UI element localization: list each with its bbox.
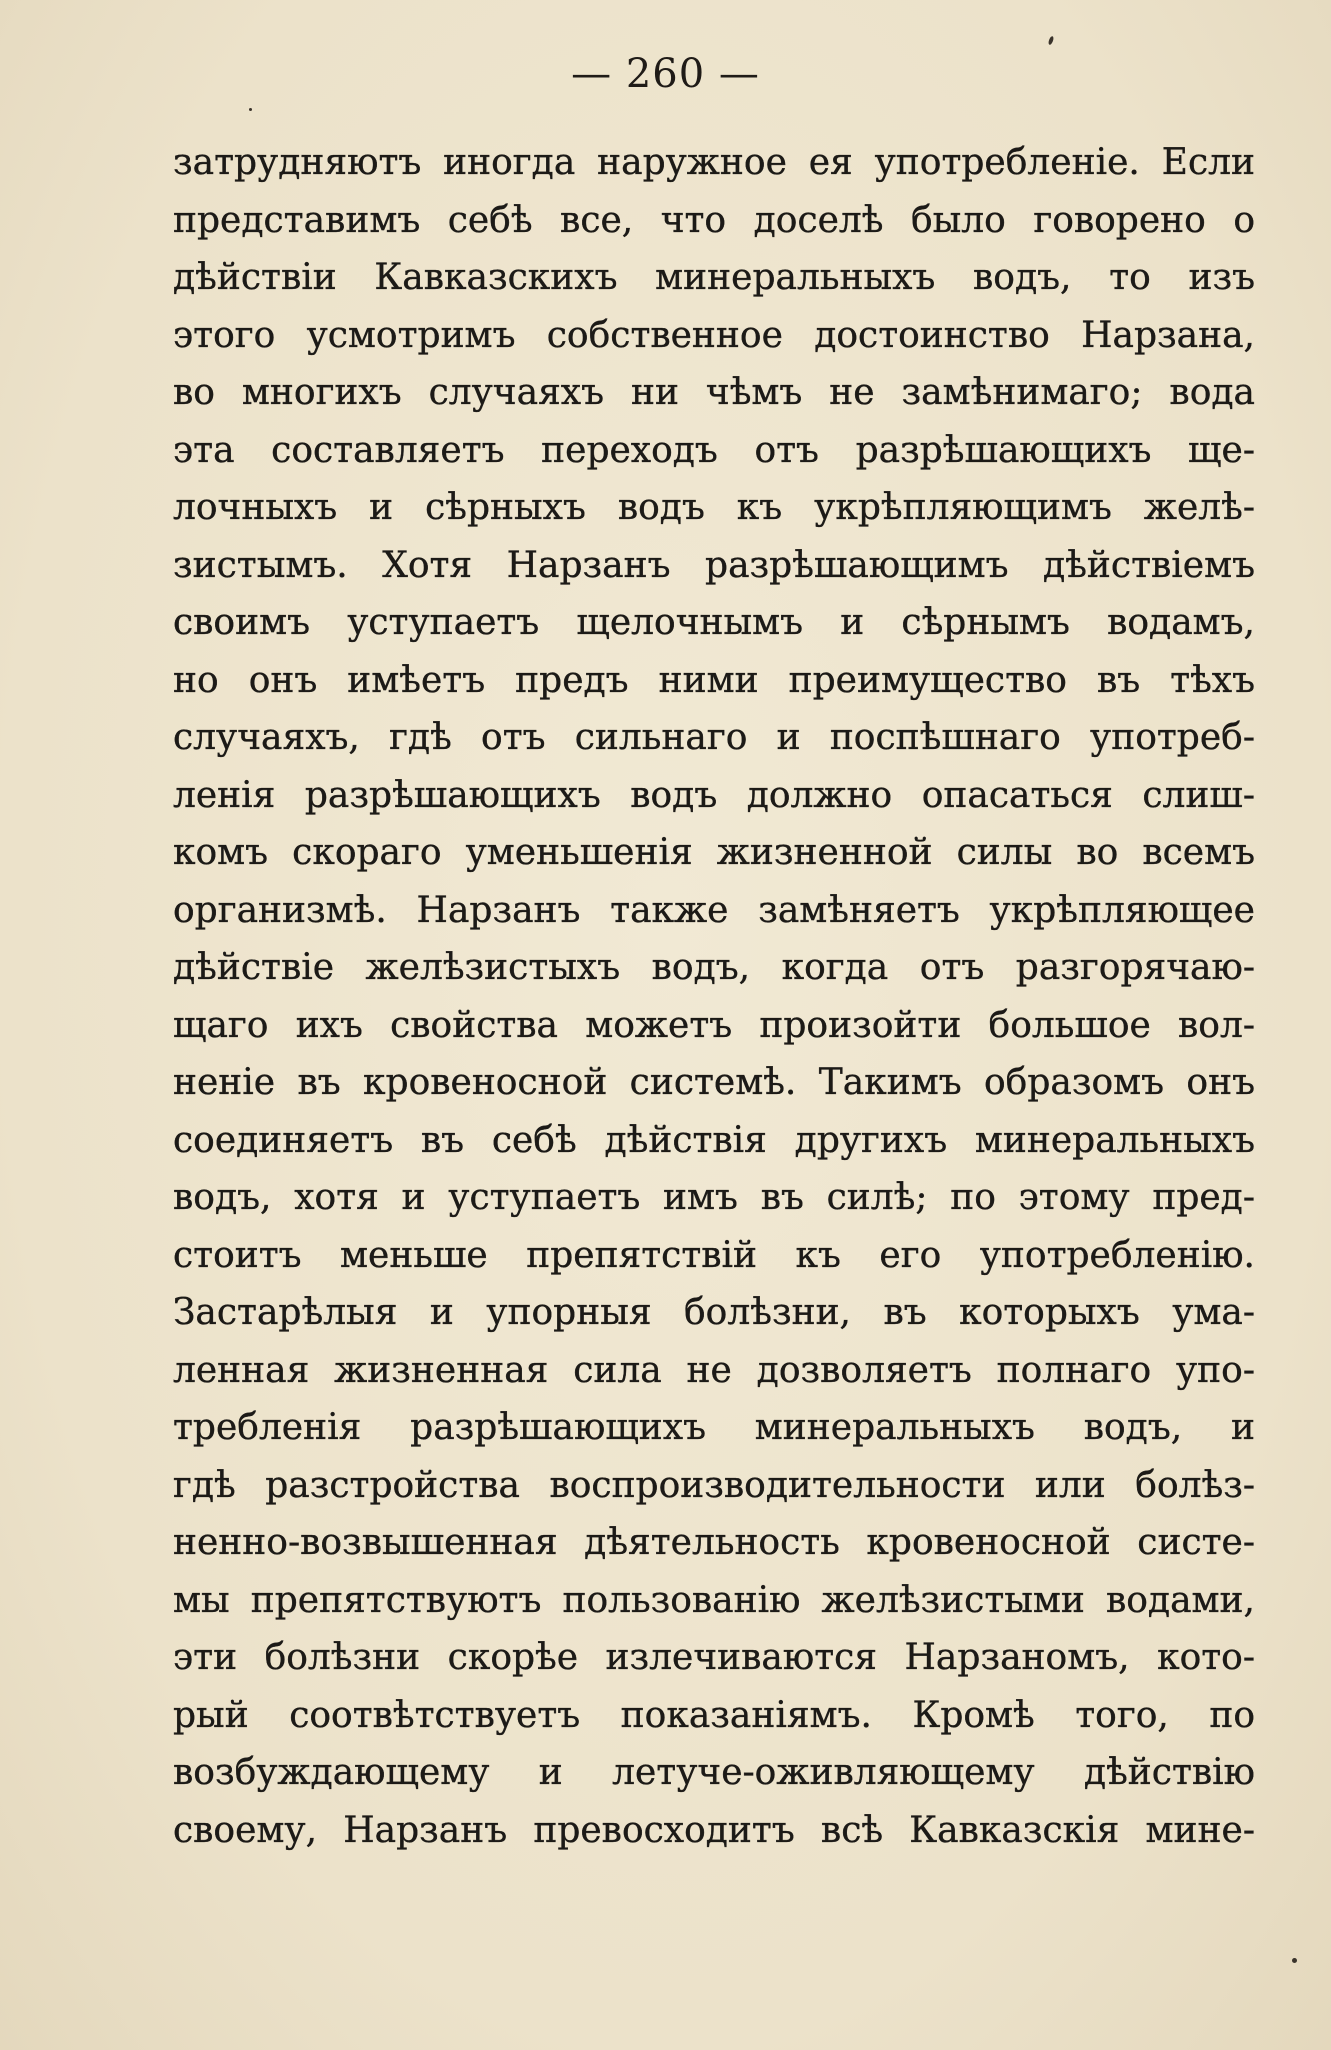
text-line: неніе въ кровеносной системѣ. Такимъ образомъ онъ	[173, 1062, 1255, 1103]
text-line: гдѣ разстройства воспроизводительности или болѣз-	[173, 1464, 1255, 1506]
text-line: мы препятствуютъ пользованію желѣзистыми водами,	[173, 1579, 1255, 1621]
text-line: но онъ имѣетъ предъ ними преимущество въ тѣхъ	[173, 659, 1255, 701]
text-line: водъ, хотя и уступаетъ имъ въ силѣ; по этому пред-	[173, 1177, 1255, 1218]
text-line: требленія разрѣшающихъ минеральныхъ водъ, и	[173, 1407, 1255, 1448]
page-number: — 260 —	[571, 51, 760, 97]
body-paragraph	[173, 134, 1255, 1859]
ink-speck	[1048, 36, 1055, 46]
text-line: во многихъ случаяхъ ни чѣмъ не замѣнимаго; вода	[173, 372, 1255, 413]
text-line: стоитъ меньше препятствій къ его употребленію.	[173, 1234, 1255, 1276]
text-line: дѣйствіе желѣзистыхъ водъ, когда отъ разгорячаю-	[173, 947, 1255, 988]
text-line: ленія разрѣшающихъ водъ должно опасаться слиш-	[173, 774, 1255, 816]
text-line: рый соотвѣтствуетъ показаніямъ. Кромѣ того, по	[173, 1694, 1255, 1736]
text-line: своимъ уступаетъ щелочнымъ и сѣрнымъ водамъ,	[173, 602, 1255, 643]
text-line: случаяхъ, гдѣ отъ сильнаго и поспѣшнаго употреб-	[173, 717, 1255, 758]
text-line: соединяетъ въ себѣ дѣйствія другихъ минеральныхъ	[173, 1119, 1255, 1161]
text-line: представимъ себѣ все, что доселѣ было говорено о	[173, 199, 1255, 241]
text-line: эти болѣзни скорѣе излечиваются Нарзаномъ, кото-	[173, 1637, 1255, 1678]
ink-speck	[249, 108, 252, 111]
text-line: ненно-возвышенная дѣятельность кровеносной систе-	[173, 1522, 1255, 1563]
text-line: возбуждающему и летуче-оживляющему дѣйствію	[173, 1752, 1255, 1793]
ink-speck	[1292, 1958, 1297, 1963]
text-line: этого усмотримъ собственное достоинство Нарзана,	[173, 314, 1255, 356]
text-line: дѣйствіи Кавказскихъ минеральныхъ водъ, то изъ	[173, 257, 1255, 298]
text-line: своему, Нарзанъ превосходитъ всѣ Кавказскія мине-	[173, 1809, 1255, 1851]
text-line: щаго ихъ свойства можетъ произойти большое вол-	[173, 1004, 1255, 1046]
text-line: затрудняютъ иногда наружное ея употребленіе. Если	[173, 142, 1255, 183]
text-line: зистымъ. Хотя Нарзанъ разрѣшающимъ дѣйствіемъ	[173, 544, 1255, 586]
text-line: комъ скораго уменьшенія жизненной силы во всемъ	[173, 832, 1255, 873]
text-line: организмѣ. Нарзанъ также замѣняетъ укрѣпляющее	[173, 889, 1255, 931]
text-line: ленная жизненная сила не дозволяетъ полнаго упо-	[173, 1349, 1255, 1391]
text-line: эта составляетъ переходъ отъ разрѣшающихъ ще-	[173, 429, 1255, 471]
text-line: Застарѣлыя и упорныя болѣзни, въ которыхъ ума-	[173, 1292, 1255, 1333]
text-line: лочныхъ и сѣрныхъ водъ къ укрѣпляющимъ желѣ-	[173, 487, 1255, 528]
